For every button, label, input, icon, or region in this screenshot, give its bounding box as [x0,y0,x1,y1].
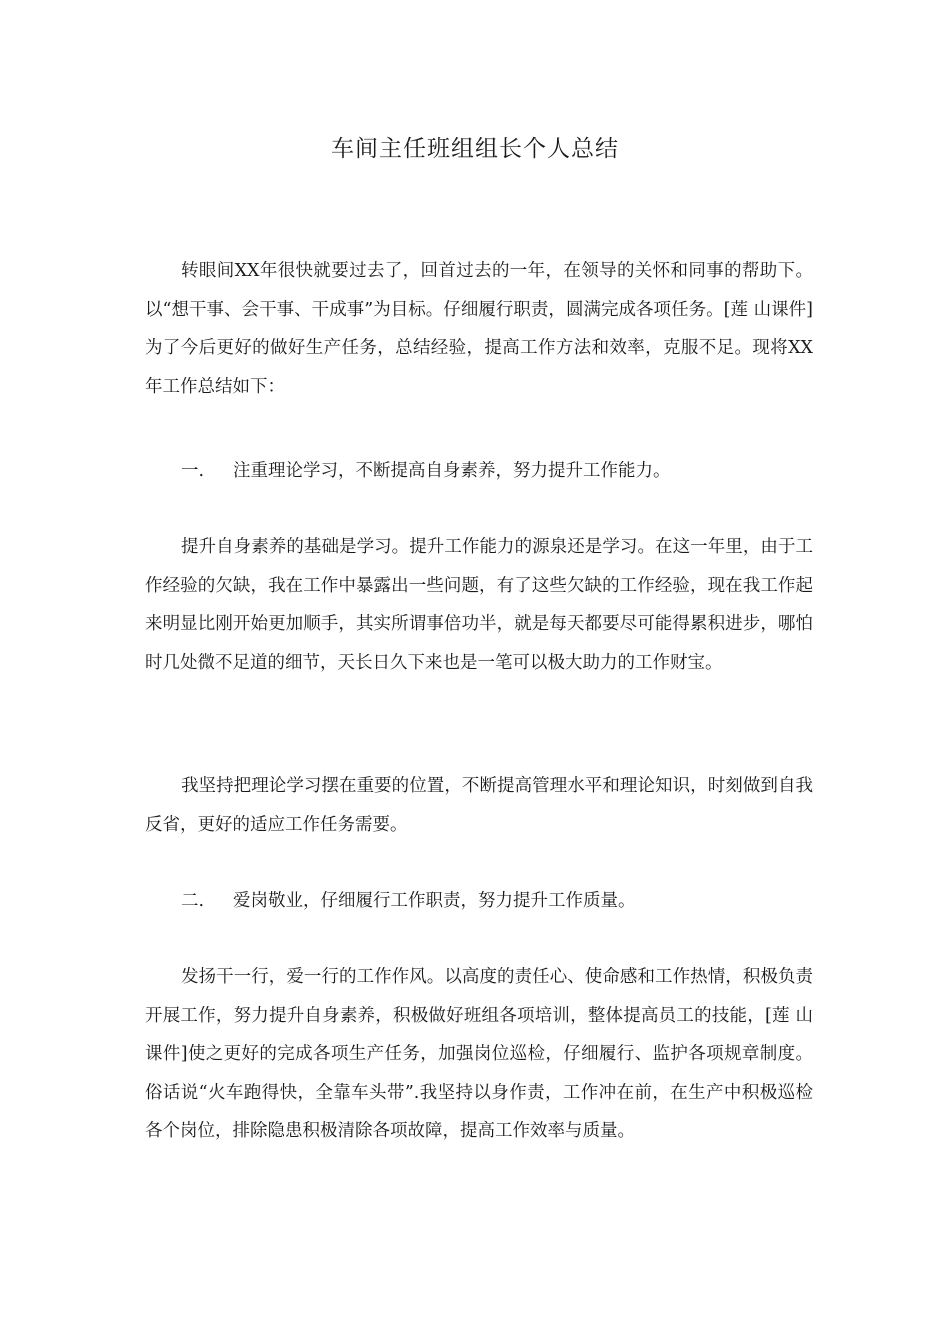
section-heading-text: 注重理论学习，不断提高自身素养，努力提升工作能力。 [233,461,671,481]
section1-paragraph-2: 我坚持把理论学习摆在重要的位置，不断提高管理水平和理论知识，时刻做到自我反省，更好的适应工作任务需要。 [145,776,813,835]
section-heading-text: 爱岗敬业，仔细履行工作职责，努力提升工作质量。 [233,891,636,911]
section2-paragraph-1: 发扬干一行，爱一行的工作作风。以高度的责任心、使命感和工作热情，积极负责开展工作，努力提升自身素养，积极做好班组各项培训，整体提高员工的技能，[莲 山课件]使之更好的完成各项生产任务，加强岗位巡检，仔细履行、监护各项规章制度。俗话说“火车跑得快，全靠车头带”.我坚持以身作责，工作冲在前，在生产中积极巡检各个岗位，排除隐患积极清除各项故障，提高工作效率与质量。 [145,967,813,1141]
document-title: 车间主任班组组长个人总结 [331,136,619,162]
section-heading-1 [181,452,671,491]
section-number: 一. [181,461,205,481]
section1-paragraph-1: 提升自身素养的基础是学习。提升工作能力的源泉还是学习。在这一年里，由于工作经验的欠缺，我在工作中暴露出一些问题，有了这些欠缺的工作经验，现在我工作起来明显比刚开始更加顺手，其实所谓事倍功半，就是每天都要尽可能得累积进步，哪怕时几处微不足道的细节，天长日久下来也是一笔可以极大助力的工作财宝。 [145,537,813,673]
section-heading-2 [181,882,636,921]
intro-paragraph: 转眼间XX年很快就要过去了，回首过去的一年，在领导的关怀和同事的帮助下。以“想干事、会干事、干成事”为目标。仔细履行职责，圆满完成各项任务。[莲 山课件]为了今后更好的做好生产任务，总结经验，提高工作方法和效率，克服不足。现将XX年工作总结如下： [145,261,813,397]
section-number: 二. [181,891,205,911]
